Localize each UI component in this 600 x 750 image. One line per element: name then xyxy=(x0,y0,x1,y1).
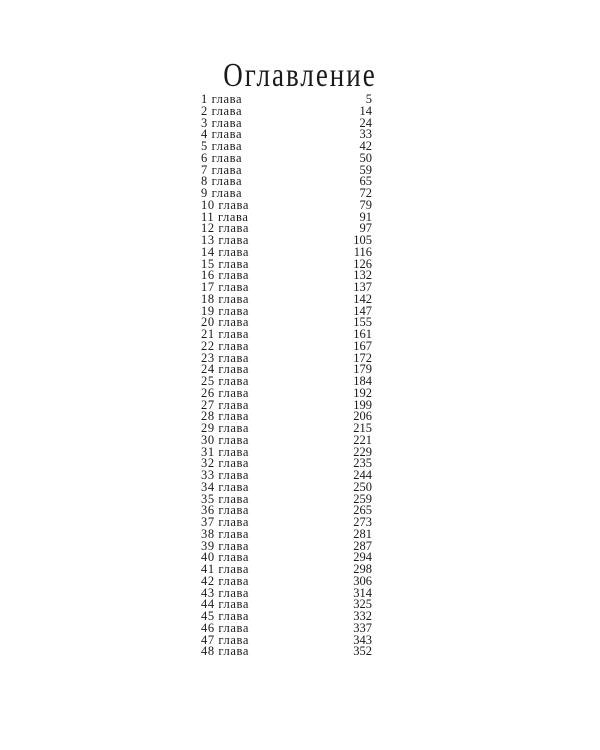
toc-page-number: 91 xyxy=(359,209,372,224)
toc-page-number: 137 xyxy=(353,280,372,294)
toc-chapter-label: 35 глава xyxy=(201,491,249,506)
toc-chapter-label: 44 глава xyxy=(201,597,249,612)
toc-page-number: 332 xyxy=(353,609,372,623)
toc-chapter-label: 15 глава xyxy=(201,256,249,271)
toc-page-number: 24 xyxy=(359,115,372,130)
toc-page-number: 259 xyxy=(353,491,372,506)
toc-page-number: 215 xyxy=(353,421,372,435)
toc-entry xyxy=(201,646,372,658)
toc-page-number: 105 xyxy=(353,233,372,247)
toc-page-number: 50 xyxy=(359,150,372,165)
toc-chapter-label: 5 глава xyxy=(201,139,243,153)
toc-page-number: 281 xyxy=(353,526,372,541)
toc-page-number: 343 xyxy=(353,632,372,647)
toc-page-number: 325 xyxy=(353,597,372,612)
toc-chapter-label: 48 глава xyxy=(201,644,249,659)
toc-page-number: 337 xyxy=(353,620,372,635)
toc-chapter-label: 18 глава xyxy=(201,291,249,306)
toc-page-number: 306 xyxy=(353,573,372,588)
toc-chapter-label: 7 глава xyxy=(201,162,243,177)
toc-page-number: 199 xyxy=(353,397,372,412)
toc-chapter-label: 33 глава xyxy=(201,468,249,482)
toc-chapter-label: 21 глава xyxy=(201,327,249,341)
toc-chapter-label: 37 глава xyxy=(201,515,249,529)
toc-page-number: 79 xyxy=(359,197,372,212)
toc-page-number: 179 xyxy=(353,362,372,377)
toc-chapter-label: 30 глава xyxy=(201,432,249,447)
toc-chapter-label: 41 глава xyxy=(201,562,249,576)
toc-page-number: 42 xyxy=(359,139,372,153)
toc-page-number: 298 xyxy=(353,562,372,576)
toc-chapter-label: 36 глава xyxy=(201,503,249,518)
toc-chapter-label: 27 глава xyxy=(201,397,249,412)
page-title: Оглавление xyxy=(223,56,377,94)
toc-page-number: 172 xyxy=(353,350,372,365)
toc-chapter-label: 46 глава xyxy=(201,620,249,635)
toc-page-number: 184 xyxy=(353,374,372,388)
toc-chapter-label: 6 глава xyxy=(201,150,243,165)
toc-chapter-label: 19 глава xyxy=(201,303,249,318)
toc-page-number: 147 xyxy=(353,303,372,318)
toc-chapter-label: 23 глава xyxy=(201,350,249,365)
toc-page-number: 14 xyxy=(359,103,372,118)
toc-page-number: 265 xyxy=(353,503,372,518)
toc-page-number: 72 xyxy=(359,186,372,200)
toc-page-number: 221 xyxy=(353,432,372,447)
toc-chapter-label: 17 глава xyxy=(201,280,249,294)
toc-page-number: 116 xyxy=(353,244,372,259)
toc-chapter-label: 8 глава xyxy=(201,174,243,189)
toc-chapter-label: 3 глава xyxy=(201,115,243,130)
toc-chapter-label: 2 глава xyxy=(201,103,243,118)
toc-page-number: 244 xyxy=(353,468,372,482)
toc-chapter-label: 28 глава xyxy=(201,409,249,424)
toc-chapter-label: 40 глава xyxy=(201,550,249,565)
toc-page-number: 229 xyxy=(353,444,372,459)
toc-chapter-label: 32 глава xyxy=(201,456,249,471)
toc-page-number: 59 xyxy=(359,162,372,177)
toc-chapter-label: 43 глава xyxy=(201,585,249,600)
toc-chapter-label: 38 глава xyxy=(201,526,249,541)
toc-page-number: 5 xyxy=(365,92,372,106)
toc-chapter-label: 11 глава xyxy=(201,209,249,224)
toc-chapter-label: 12 глава xyxy=(201,221,249,236)
toc-page-number: 314 xyxy=(353,585,372,600)
toc-chapter-label: 24 глава xyxy=(201,362,249,377)
toc-chapter-label: 1 глава xyxy=(201,92,243,106)
toc-page-number: 161 xyxy=(353,327,372,341)
toc-chapter-label: 34 глава xyxy=(201,479,249,494)
toc-page-number: 167 xyxy=(353,338,372,353)
toc-page-number: 352 xyxy=(353,644,372,659)
toc-chapter-label: 10 глава xyxy=(201,197,249,212)
toc-page-number: 132 xyxy=(353,268,372,283)
toc-chapter-label: 13 глава xyxy=(201,233,249,247)
toc-chapter-label: 29 глава xyxy=(201,421,249,435)
toc-page-number: 235 xyxy=(353,456,372,471)
toc-chapter-label: 20 глава xyxy=(201,315,249,330)
toc-chapter-label: 16 глава xyxy=(201,268,249,283)
toc-chapter-label: 39 глава xyxy=(201,538,249,553)
toc-chapter-label: 31 глава xyxy=(201,444,249,459)
toc-chapter-label: 26 глава xyxy=(201,385,249,400)
toc-page-number: 250 xyxy=(353,479,372,494)
toc-page-number: 33 xyxy=(359,127,372,142)
toc-page-number: 273 xyxy=(353,515,372,529)
toc-chapter-label: 45 глава xyxy=(201,609,249,623)
toc-page-number: 192 xyxy=(353,385,372,400)
toc-page-number: 142 xyxy=(353,291,372,306)
toc-page-number: 155 xyxy=(353,315,372,330)
toc-page-number: 65 xyxy=(359,174,372,189)
toc-chapter-label: 9 глава xyxy=(201,186,243,200)
toc-page-number: 126 xyxy=(353,256,372,271)
toc-page-number: 97 xyxy=(359,221,372,236)
table-of-contents xyxy=(201,94,372,658)
toc-chapter-label: 22 глава xyxy=(201,338,249,353)
toc-chapter-label: 25 глава xyxy=(201,374,249,388)
toc-chapter-label: 42 глава xyxy=(201,573,249,588)
toc-page-number: 206 xyxy=(353,409,372,424)
toc-page-number: 294 xyxy=(353,550,372,565)
toc-chapter-label: 47 глава xyxy=(201,632,249,647)
toc-chapter-label: 4 глава xyxy=(201,127,243,142)
toc-page-number: 287 xyxy=(353,538,372,553)
toc-chapter-label: 14 глава xyxy=(201,244,249,259)
